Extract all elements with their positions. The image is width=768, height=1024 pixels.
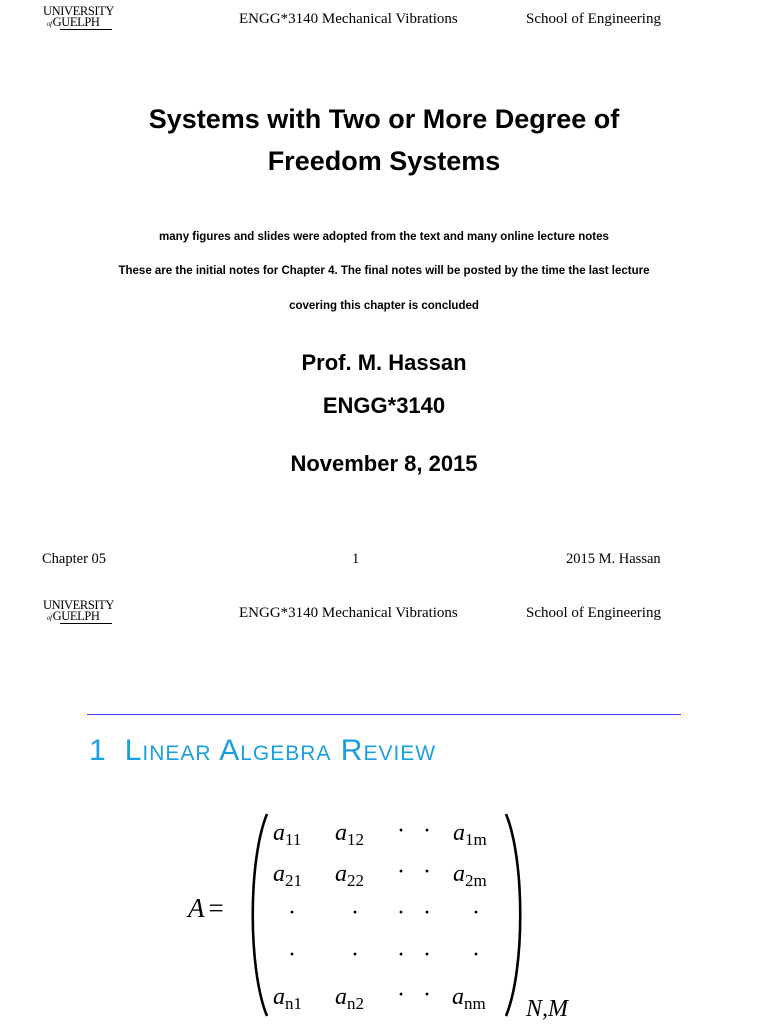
course-code: ENGG*3140: [322, 393, 446, 418]
matrix-dot: ·: [351, 942, 359, 968]
date: November 8, 2015: [290, 451, 478, 476]
header-course: ENGG*3140 Mechanical Vibrations: [239, 605, 458, 621]
matrix-dot: ·: [288, 900, 296, 926]
title-line1: Systems with Two or More Degree of: [148, 104, 620, 134]
matrix-dot: ·: [397, 859, 405, 885]
matrix-dot: ·: [472, 942, 480, 968]
note-line2: These are the initial notes for Chapter 4. The final notes will be posted by the time the last lecture: [118, 265, 650, 277]
equals-sign: =: [208, 893, 224, 923]
matrix-dot: ·: [397, 900, 405, 926]
header-course: ENGG*3140 Mechanical Vibrations: [239, 11, 458, 27]
logo-line1: UNIVERSITY: [43, 598, 114, 612]
matrix-equation-lhs: [188, 893, 224, 924]
matrix-cell-an1: $a_{n1}$: [273, 984, 302, 1013]
section-rule: [87, 714, 681, 715]
matrix-dot: ·: [397, 982, 405, 1008]
matrix-cell-a21: $a_{21}$: [273, 861, 302, 890]
matrix-dot: ·: [397, 818, 405, 844]
matrix-name: A: [188, 893, 205, 923]
note-line1: many figures and slides were adopted from the text and many online lecture notes: [159, 231, 609, 243]
matrix-dot: ·: [423, 859, 431, 885]
title-line2: Freedom Systems: [267, 146, 501, 176]
matrix-dimension-subscript: N,M: [526, 996, 568, 1022]
matrix-cell-anm: $a_{nm}$: [452, 984, 486, 1013]
matrix-dot: ·: [472, 900, 480, 926]
matrix-cell-a2m: $a_{2m}$: [453, 861, 487, 890]
footer-copyright: 2015 M. Hassan: [566, 551, 661, 567]
logo-line2: GUELPH: [52, 609, 100, 623]
section-number: 1: [89, 734, 107, 767]
matrix-cell-a11: $a_{11}$: [273, 820, 302, 849]
matrix-cell-a12: $a_{12}$: [335, 820, 364, 849]
note-line3: covering this chapter is concluded: [289, 300, 479, 312]
matrix-dot: ·: [423, 982, 431, 1008]
logo-line1: UNIVERSITY: [43, 4, 114, 18]
matrix-dot: ·: [423, 818, 431, 844]
matrix-cell-a22: $a_{22}$: [335, 861, 364, 890]
matrix-cell-an2: $a_{n2}$: [335, 984, 364, 1013]
matrix-dot: ·: [423, 900, 431, 926]
slide1-header: [0, 4, 768, 34]
logo-line2: GUELPH: [52, 15, 100, 29]
section-heading: [89, 734, 436, 768]
matrix-dot: ·: [351, 900, 359, 926]
logo-of: of: [47, 20, 52, 28]
slide-title: [0, 98, 768, 182]
matrix-dot: ·: [288, 942, 296, 968]
slide2-header: [0, 598, 768, 628]
matrix-dot: ·: [423, 942, 431, 968]
header-school: School of Engineering: [526, 605, 661, 621]
matrix-cell-a1m: $a_{1m}$: [453, 820, 487, 849]
header-school: School of Engineering: [526, 11, 661, 27]
footer-chapter: Chapter 05: [42, 551, 107, 567]
footer-page-number: 1: [352, 551, 360, 567]
university-logo: [43, 598, 125, 626]
author: Prof. M. Hassan: [301, 350, 467, 375]
section-title: Linear Algebra Review: [124, 734, 437, 767]
matrix-dot: ·: [397, 942, 405, 968]
logo-of: of: [47, 614, 52, 622]
university-logo: [43, 4, 125, 32]
